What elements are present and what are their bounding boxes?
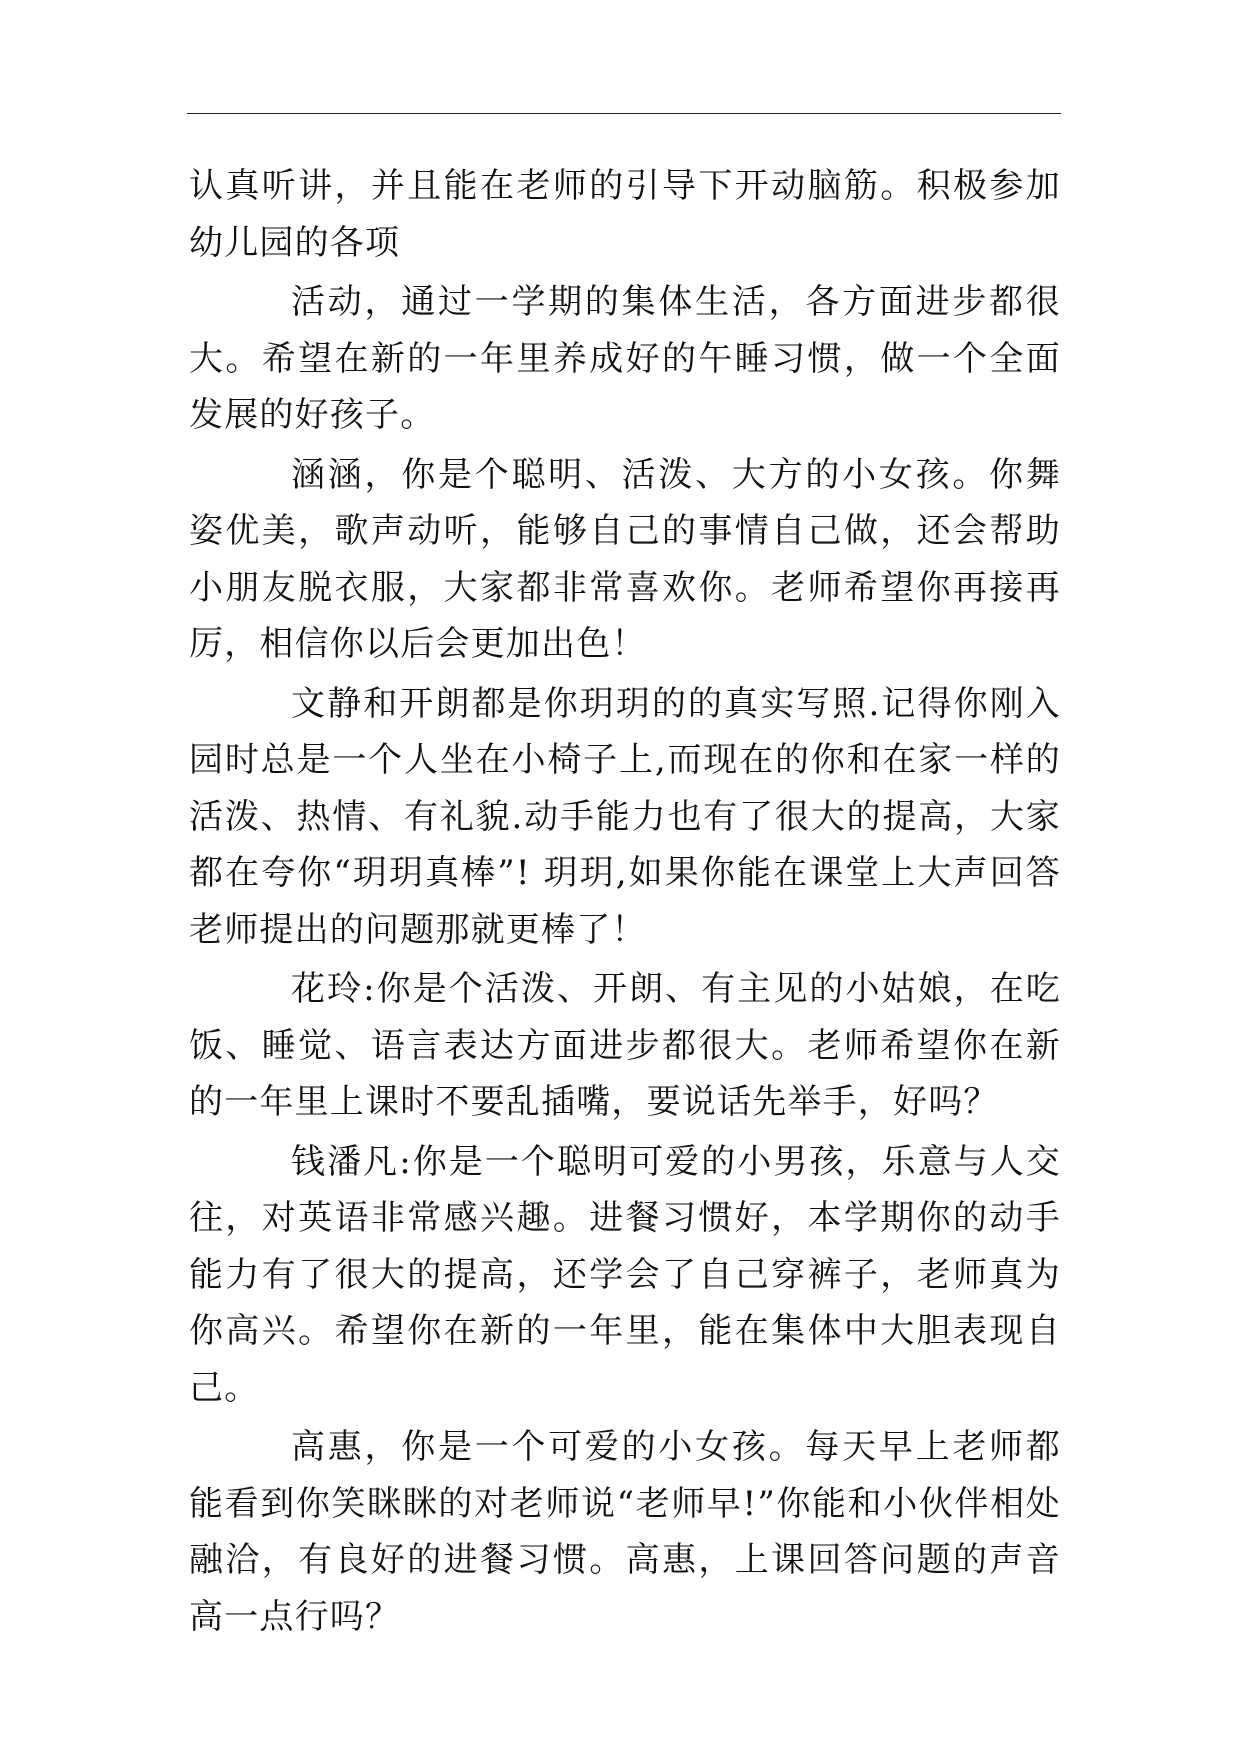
document-body (189, 158, 1061, 1645)
paragraph: 钱潘凡:你是一个聪明可爱的小男孩，乐意与人交往，对英语非常感兴趣。进餐习惯好，本学期你的动手能力有了很大的提高，还学会了自己穿裤子，老师真为你高兴。希望你在新的一年里，能在集体中大胆表现自己。 (189, 1141, 1061, 1408)
paragraph: 活动，通过一学期的集体生活，各方面进步都很大。希望在新的一年里养成好的午睡习惯，做一个全面发展的好孩子。 (189, 282, 1061, 435)
paragraph: 高惠，你是一个可爱的小女孩。每天早上老师都能看到你笑眯眯的对老师说“老师早!”你能和小伙伴相处融洽，有良好的进餐习惯。高惠，上课回答问题的声音高一点行吗？ (189, 1427, 1061, 1637)
paragraph: 花玲:你是个活泼、开朗、有主见的小姑娘，在吃饭、睡觉、语言表达方面进步都很大。老师希望你在新的一年里上课时不要乱插嘴，要说话先举手，好吗？ (189, 969, 1061, 1122)
paragraph: 文静和开朗都是你玥玥的的真实写照.记得你刚入园时总是一个人坐在小椅子上,而现在的你和在家一样的活泼、热情、有礼貌.动手能力也有了很大的提高，大家都在夸你“玥玥真棒”! 玥玥,如果你能在课堂上大声回答老师提出的问题那就更棒了！ (189, 683, 1061, 950)
header-rule (187, 113, 1061, 114)
paragraph-continuation: 认真听讲，并且能在老师的引导下开动脑筋。积极参加幼儿园的各项 (189, 166, 1061, 263)
paragraph: 涵涵，你是个聪明、活泼、大方的小女孩。你舞姿优美，歌声动听，能够自己的事情自己做，还会帮助小朋友脱衣服，大家都非常喜欢你。老师希望你再接再厉，相信你以后会更加出色！ (189, 454, 1061, 664)
